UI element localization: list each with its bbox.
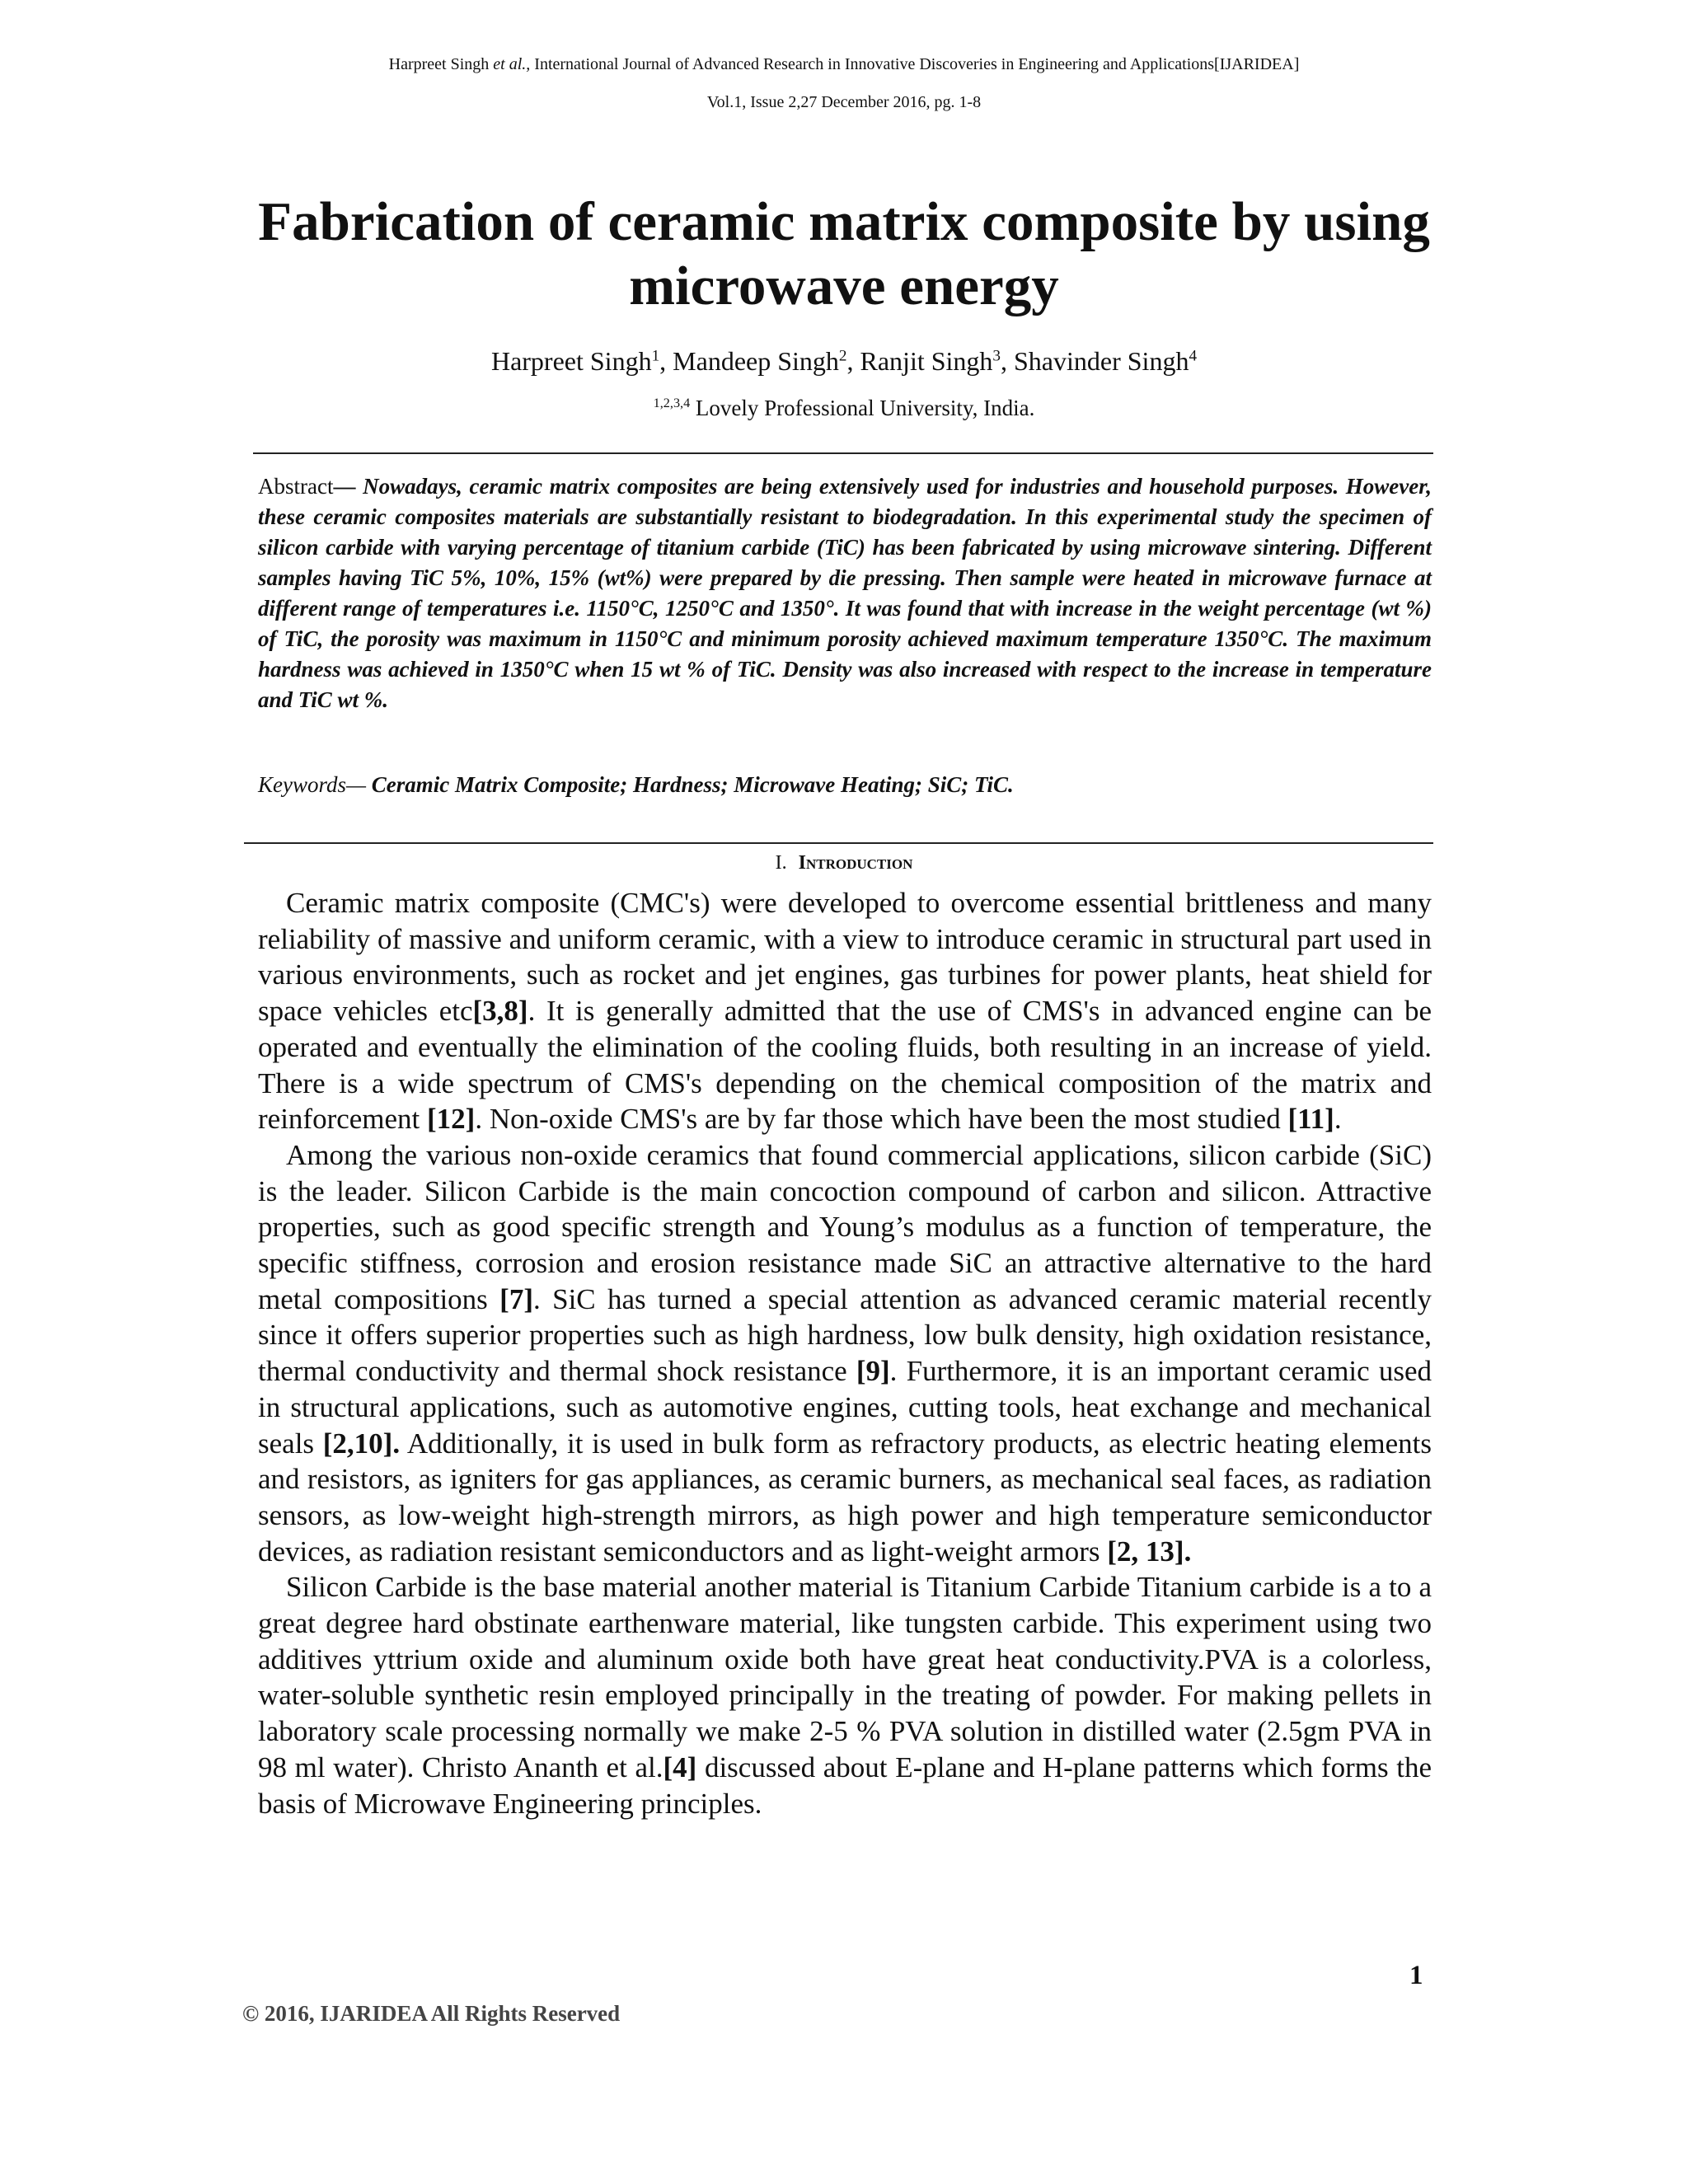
abstract-label: Abstract [258, 474, 334, 499]
paragraph-text: . Furthermore, it is an important ceramic used in structural applications, such as automotive engines, cutting tools, heat exchange and mechanical seals [258, 1355, 1432, 1460]
header-journal: International Journal of Advanced Research in Innovative Discoveries in Engineering and Applications[IJARIDEA] [530, 55, 1300, 73]
header-author: Harpreet Singh [388, 55, 494, 73]
paragraph-text: . It is generally admitted that the use of CMS's in advanced engine can be operated and eventually the elimination of the cooling fluids, both resulting in an increase of yield. There is a wide spectrum of CMS's depending on the chemical composition of the matrix and reinforcement [258, 995, 1432, 1136]
intro-paragraph-1 [258, 885, 1432, 1137]
running-header-line1 [0, 54, 1688, 74]
author-separator: , [846, 346, 860, 376]
author-separator: , [659, 346, 673, 376]
author-affiliation-mark: 1 [651, 347, 660, 365]
introduction-body [258, 885, 1432, 1821]
citation: [12] [427, 1103, 476, 1136]
author-name: Ranjit Singh [860, 346, 993, 376]
author-name: Shavinder Singh [1014, 346, 1189, 376]
intro-paragraph-2 [258, 1137, 1432, 1569]
keywords-text: Ceramic Matrix Composite; Hardness; Microwave Heating; SiC; TiC. [371, 772, 1014, 797]
keywords-label: Keywords— [258, 772, 372, 797]
abstract [258, 471, 1432, 715]
citation: [2,10]. [322, 1427, 401, 1460]
section-divider-rule [244, 842, 1433, 844]
citation: [11] [1287, 1103, 1334, 1136]
intro-paragraph-3 [258, 1569, 1432, 1821]
paragraph-text: Ceramic matrix composite (CMC's) were developed to overcome essential brittleness and many reliability of massive and uniform ceramic, with a view to introduce ceramic in structural part used in various environments, such as rocket and jet engines, gas turbines for power plants, heat shield for space vehicles etc [258, 887, 1432, 1028]
paragraph-text: . [1334, 1103, 1342, 1136]
paper-title: Fabrication of ceramic matrix composite by using microwave energy [258, 191, 1430, 316]
affiliation-text: Lovely Professional University, India. [690, 396, 1035, 420]
paragraph-text: . SiC has turned a special attention as advanced ceramic material recently since it offers superior properties such as high hardness, low bulk density, high oxidation resistance, thermal conductivity and thermal shock resistance [258, 1282, 1432, 1388]
page-number: 1 [1409, 1961, 1423, 1990]
author-list [0, 344, 1688, 377]
citation: [4] [663, 1750, 697, 1783]
citation: [3,8] [472, 995, 528, 1028]
copyright-footer: © 2016, IJARIDEA All Rights Reserved [242, 2001, 621, 2026]
keywords [258, 770, 1432, 800]
author-affiliation-mark: 3 [992, 347, 1001, 365]
abstract-top-rule [253, 452, 1433, 454]
section-heading [0, 851, 1688, 875]
author-affiliation-mark: 2 [838, 347, 847, 365]
affiliation [0, 394, 1688, 422]
abstract-dash: — [333, 474, 363, 499]
section-title: Introduction [798, 852, 913, 874]
paragraph-text: Among the various non-oxide ceramics that found commercial applications, silicon carbide (SiC) is the leader. Silicon Carbide is the main concoction compound of carbon and silicon. Attractive properties, such as good specific strength and Young’s modulus as a function of temperature, the specific stiffness, corrosion and erosion resistance made SiC an attractive alternative to the hard metal compositions [258, 1138, 1432, 1315]
running-header-line2: Vol.1, Issue 2,27 December 2016, pg. 1-8 [706, 93, 982, 111]
citation: [9] [856, 1355, 890, 1388]
paragraph-text: . Non-oxide CMS's are by far those which have been the most studied [475, 1103, 1288, 1136]
citation: [2, 13]. [1107, 1535, 1192, 1568]
paragraph-text: discussed about E-plane and H-plane patterns which forms the basis of Microwave Engineering principles. [258, 1750, 1432, 1820]
paragraph-text: Additionally, it is used in bulk form as refractory products, as electric heating elements and resistors, as igniters for gas appliances, as ceramic burners, as mechanical seal faces, as radiation sensors, as low-weight high-strength mirrors, as high power and high temperature semiconductor devices, as radiation resistant semiconductors and as light-weight armors [258, 1427, 1432, 1568]
affiliation-mark: 1,2,3,4 [653, 396, 691, 410]
header-etal: et al., [493, 55, 531, 73]
author-affiliation-mark: 4 [1189, 347, 1198, 365]
author-name: Harpreet Singh [490, 346, 652, 376]
section-number: I. [775, 852, 787, 874]
abstract-text: Nowadays, ceramic matrix composites are being extensively used for industries and household purposes. However, these ceramic composites materials are substantially resistant to biodegradation. In this experimental study the specimen of silicon carbide with varying percentage of titanium carbide (TiC) has been fabricated by using microwave sintering. Different samples having TiC 5%, 10%, 15% (wt%) were prepared by die pressing. Then sample were heated in microwave furnace at different range of temperatures i.e. 1150°C, 1250°C and 1350°. It was found that with increase in the weight percentage (wt %) of TiC, the porosity was maximum in 1150°C and minimum porosity achieved maximum temperature 1350°C. The maximum hardness was achieved in 1350°C when 15 wt % of TiC. Density was also increased with respect to the increase in temperature and TiC wt %. [258, 474, 1432, 712]
citation: [7] [499, 1282, 533, 1315]
paragraph-text: Silicon Carbide is the base material another material is Titanium Carbide Titanium carbide is a to a great degree hard obstinate earthenware material, like tungsten carbide. This experiment using two additives yttrium oxide and aluminum oxide both have great heat conductivity.PVA is a colorless, water-soluble synthetic resin employed principally in the treating of powder. For making pellets in laboratory scale processing normally we make 2-5 % PVA solution in distilled water (2.5gm PVA in 98 ml water). Christo Ananth et al. [258, 1571, 1432, 1783]
author-separator: , [1001, 346, 1014, 376]
author-name: Mandeep Singh [673, 346, 839, 376]
